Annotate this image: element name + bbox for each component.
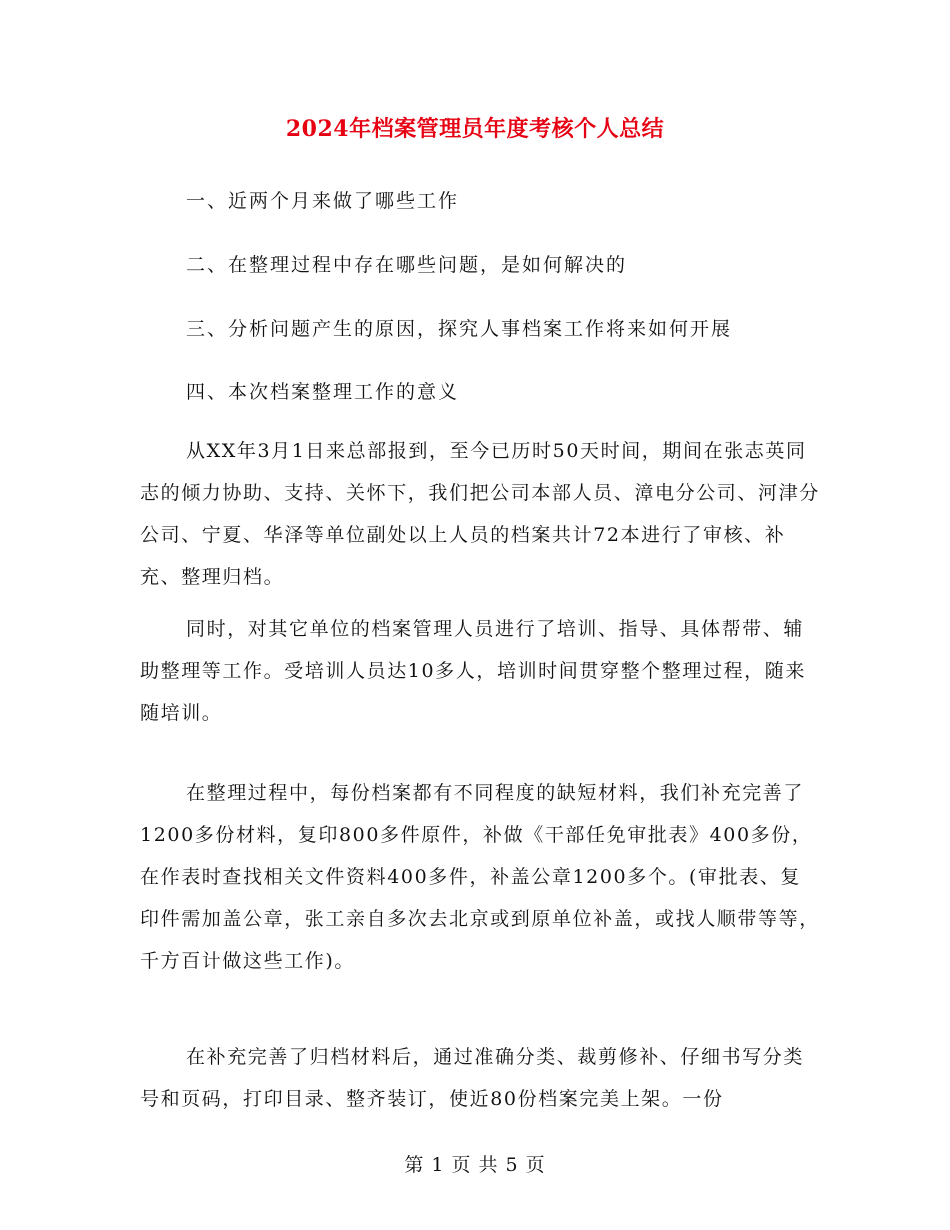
outline-item-1: 一、近两个月来做了哪些工作: [186, 190, 460, 212]
body-paragraph-1: 从XX年3月1日来总部报到，至今已历时50天时间，期间在张志英同志的倾力协助、支持、关怀下，我们把公司本部人员、漳电分公司、河津分公司、宁夏、华泽等单位副处以上人员的档案共计72本进行了审核、补充、整理归档。: [140, 440, 820, 588]
outline-item-4: 四、本次档案整理工作的意义: [186, 381, 460, 403]
body-paragraph-4: 在补充完善了归档材料后，通过准确分类、裁剪修补、仔细书写分类号和页码，打印目录、整齐装订，使近80份档案完美上架。一份: [140, 1046, 805, 1110]
page-footer: 第 1 页 共 5 页: [404, 1154, 546, 1176]
document-title: 2024年档案管理员年度考核个人总结: [285, 116, 665, 142]
body-paragraph-3: 在整理过程中，每份档案都有不同程度的缺短材料，我们补充完善了1200多份材料，复印800多件原件，补做《干部任免审批表》400多份，在作表时查找相关文件资料400多件，补盖公章1200多个。(审批表、复印件需加盖公章，张工亲自多次去北京或到原单位补盖，或找人顺带等等，千方百计做这些工作)。: [140, 782, 820, 972]
outline-item-3: 三、分析问题产生的原因，探究人事档案工作将来如何开展: [186, 318, 733, 340]
body-paragraph-2: 同时，对其它单位的档案管理人员进行了培训、指导、具体帮带、辅助整理等工作。受培训人员达10多人，培训时间贯穿整个整理过程，随来随培训。: [140, 618, 806, 724]
outline-item-2: 二、在整理过程中存在哪些问题，是如何解决的: [186, 254, 628, 276]
